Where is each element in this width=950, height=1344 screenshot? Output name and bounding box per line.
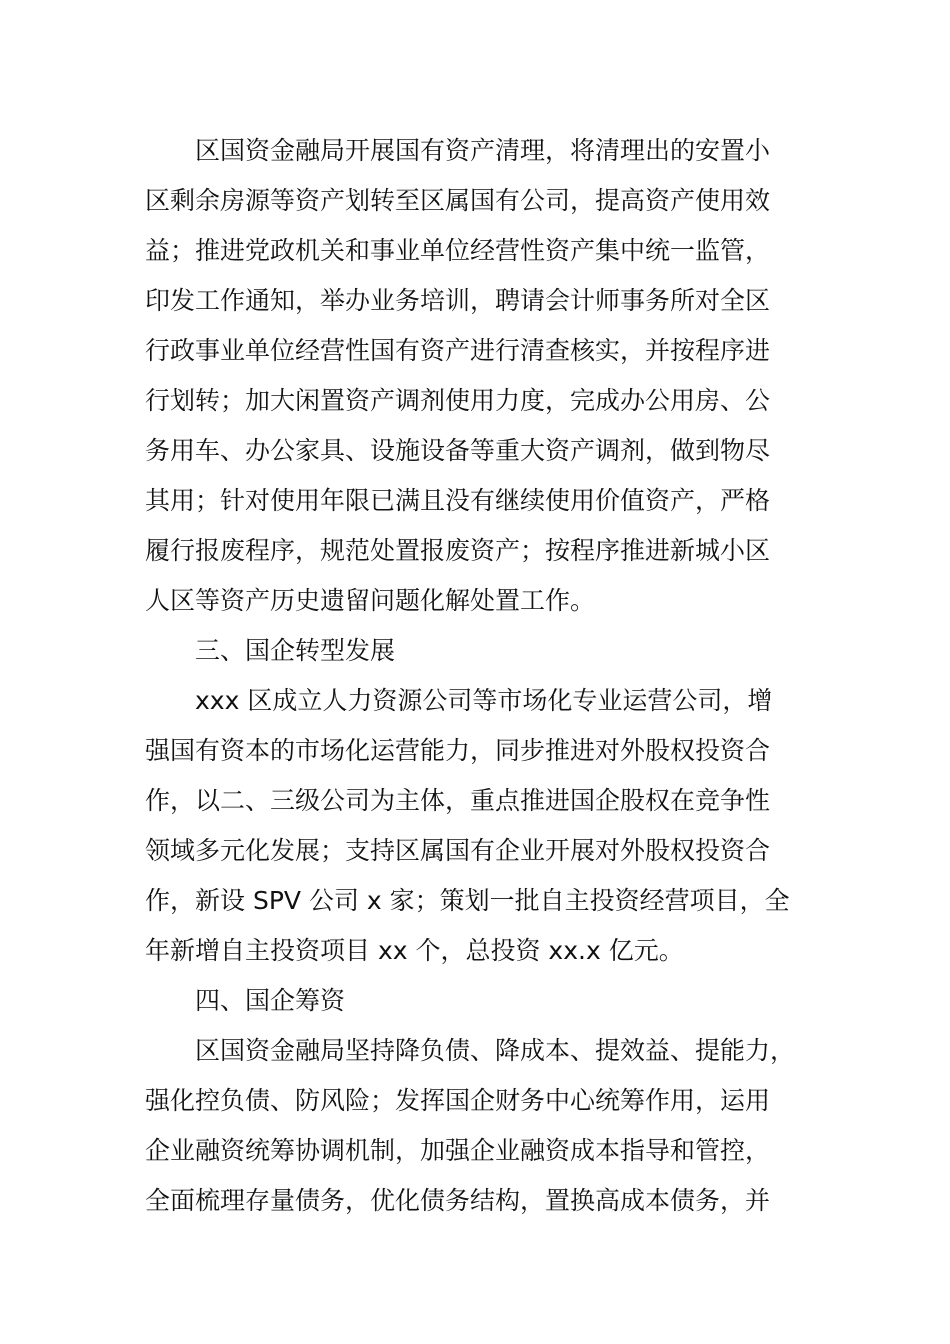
paragraph-1-line-10: 人区等资产历史遗留问题化解处置工作。 (145, 586, 596, 615)
paragraph-1-line-2: 区剩余房源等资产划转至区属国有公司，提高资产使用效 (145, 186, 771, 215)
paragraph-3-line-2: 强化控负债、防风险；发挥国企财务中心统筹作用，运用 (145, 1086, 771, 1115)
paragraph-2-line-1: xxx 区成立人力资源公司等市场化专业运营公司，增 (195, 686, 773, 715)
section-heading-3: 三、国企转型发展 (195, 636, 396, 665)
paragraph-1-line-3: 益；推进党政机关和事业单位经营性资产集中统一监管， (145, 236, 771, 265)
paragraph-1-line-4: 印发工作通知，举办业务培训，聘请会计师事务所对全区 (145, 286, 771, 315)
paragraph-1-line-6: 行划转；加大闲置资产调剂使用力度，完成办公用房、公 (145, 386, 771, 415)
paragraph-1-line-5: 行政事业单位经营性国有资产进行清查核实，并按程序进 (145, 336, 771, 365)
paragraph-2-line-2: 强国有资本的市场化运营能力，同步推进对外股权投资合 (145, 736, 771, 765)
paragraph-3-line-4: 全面梳理存量债务，优化债务结构，置换高成本债务，并 (145, 1186, 771, 1215)
paragraph-1-line-1: 区国资金融局开展国有资产清理，将清理出的安置小 (195, 136, 771, 165)
paragraph-1-line-7: 务用车、办公家具、设施设备等重大资产调剂，做到物尽 (145, 436, 771, 465)
paragraph-2-line-6: 年新增自主投资项目 xx 个，总投资 xx.x 亿元。 (145, 936, 684, 965)
paragraph-3-line-3: 企业融资统筹协调机制，加强企业融资成本指导和管控， (145, 1136, 771, 1165)
paragraph-2-line-3: 作，以二、三级公司为主体，重点推进国企股权在竞争性 (145, 786, 771, 815)
paragraph-1-line-8: 其用；针对使用年限已满且没有继续使用价值资产，严格 (145, 486, 771, 515)
paragraph-3-line-1: 区国资金融局坚持降负债、降成本、提效益、提能力， (195, 1036, 796, 1065)
paragraph-1-line-9: 履行报废程序，规范处置报废资产；按程序推进新城小区 (145, 536, 771, 565)
section-heading-4: 四、国企筹资 (195, 986, 346, 1015)
paragraph-2-line-4: 领域多元化发展；支持区属国有企业开展对外股权投资合 (145, 836, 771, 865)
paragraph-2-line-5: 作，新设 SPV 公司 x 家；策划一批自主投资经营项目，全 (145, 886, 790, 915)
